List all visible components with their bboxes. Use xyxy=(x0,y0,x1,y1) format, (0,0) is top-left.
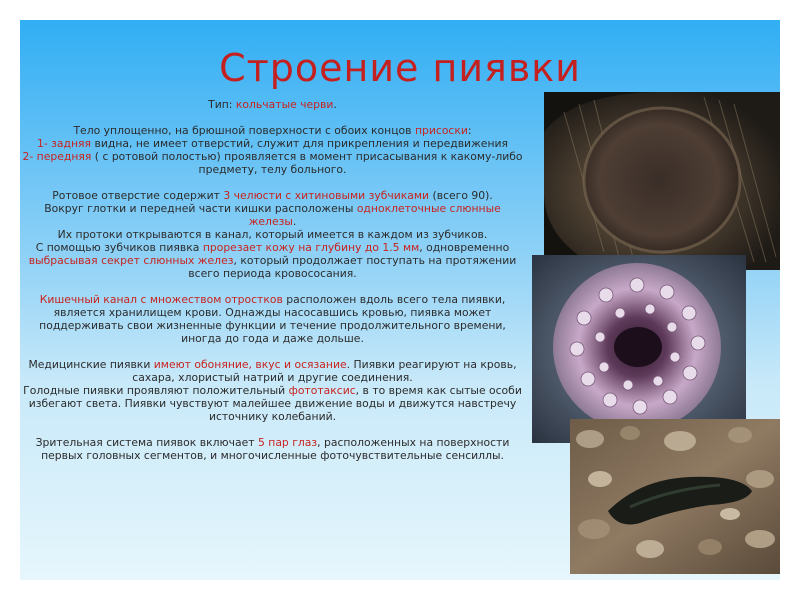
text-line xyxy=(20,228,525,241)
text-line xyxy=(20,241,525,280)
text-span: Ротовое отверстие содержит xyxy=(52,189,224,202)
highlighted-term: имеют обоняние, вкус и осязание xyxy=(153,358,347,371)
text-line xyxy=(20,202,525,228)
text-span: , расположенных на поверхности первых головных сегментов, и многочисленные фоточувствительные сенсиллы. xyxy=(41,436,510,462)
text-span: ( с ротовой полостью) проявляется в момент присасывания к какому-либо предмету, телу больного. xyxy=(91,150,523,176)
paragraph-gap xyxy=(20,111,525,124)
text-span: расположен вдоль всего тела пиявки, является хранилищем крови. Однажды насосавшись кровью, пиявка может поддерживать свои жизненные функции и течение продолжительного времени, иногда до года и даже дольше. xyxy=(39,293,506,345)
highlighted-term: выбрасывая секрет слюнных желез xyxy=(28,254,234,267)
text-span: Медицинские пиявки xyxy=(28,358,154,371)
text-span: Их протоки открываются в канал, который имеется в каждом из зубчиков. xyxy=(57,228,488,241)
highlighted-term: прорезает кожу на глубину до 1.5 мм xyxy=(202,241,420,254)
highlighted-term: 3 челюсти с хитиновыми зубчиками xyxy=(223,189,430,202)
text-span: . xyxy=(333,98,337,111)
paragraph-gap xyxy=(20,423,525,436)
text-span: Тело уплощенно, на брюшной поверхности с обоих концов xyxy=(73,124,415,137)
text-span: Голодные пиявки проявляют положительный xyxy=(23,384,289,397)
text-span: : xyxy=(467,124,472,137)
text-span: видна, не имеет отверстий, служит для прикрепления и передвижения xyxy=(91,137,509,150)
text-line xyxy=(20,150,525,176)
text-span: Вокруг глотки и передней части кишки расположены xyxy=(44,202,357,215)
text-line xyxy=(20,98,525,111)
text-line xyxy=(20,124,525,137)
highlighted-term: Кишечный канал с множеством отростков xyxy=(39,293,283,306)
highlighted-term: присоски xyxy=(414,124,468,137)
text-span: . xyxy=(292,215,297,228)
text-span: . Пиявки реагируют на кровь, сахара, хлористый натрий и другие соединения. xyxy=(132,358,517,384)
text-span: Тип: xyxy=(208,98,236,111)
text-line xyxy=(20,384,525,423)
highlighted-term: кольчатые черви xyxy=(235,98,334,111)
leech-sucker-photo xyxy=(544,92,780,270)
highlighted-term: 5 пар глаз xyxy=(257,436,318,449)
paragraph-gap xyxy=(20,345,525,358)
text-line xyxy=(20,293,525,345)
text-line xyxy=(20,358,525,384)
text-line xyxy=(20,436,525,462)
highlighted-term: одноклеточные слюнные железы xyxy=(248,202,501,228)
leech-on-pebbles-photo xyxy=(570,419,780,574)
text-span: , одновременно xyxy=(419,241,510,254)
text-span: , в то время как сытые особи избегают света. Пиявки чувствуют малейшее движение воды и движутся навстречу источнику колебаний. xyxy=(28,384,522,423)
text-line xyxy=(20,189,525,202)
text-span: (всего 90). xyxy=(429,189,493,202)
paragraph-gap xyxy=(20,176,525,189)
highlighted-term: 1- задняя xyxy=(36,137,92,150)
slide-body-text xyxy=(20,98,525,462)
leech-mouth-photo xyxy=(532,255,746,443)
highlighted-term: фототаксис xyxy=(288,384,356,397)
highlighted-term: 2- передняя xyxy=(22,150,92,163)
text-span: , который продолжает поступать на протяжении всего периода кровососания. xyxy=(188,254,517,280)
text-span: С помощью зубчиков пиявка xyxy=(35,241,203,254)
paragraph-gap xyxy=(20,280,525,293)
slide xyxy=(20,20,780,580)
text-span: Зрительная система пиявок включает xyxy=(35,436,258,449)
slide-title: Строение пиявки xyxy=(219,46,581,90)
text-line xyxy=(20,137,525,150)
